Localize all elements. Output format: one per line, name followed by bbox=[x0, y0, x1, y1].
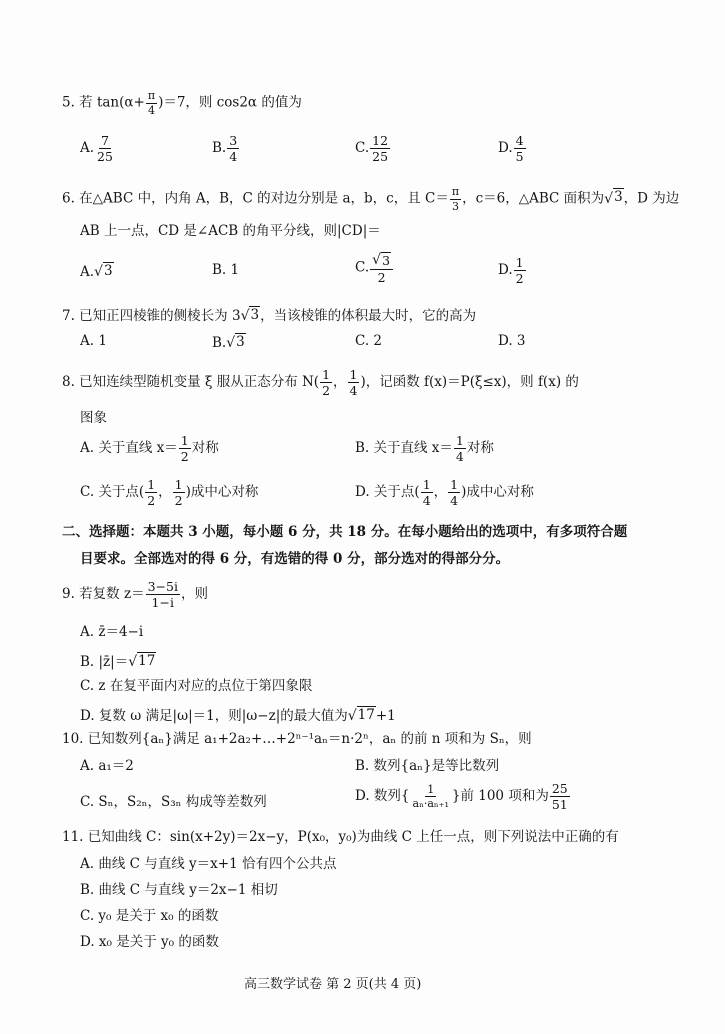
question-10-option-b: B. 数列{aₙ}是等比数列 bbox=[355, 758, 500, 774]
question-7-option-a: A. 1 bbox=[80, 333, 107, 349]
section-2-heading-line1: 二、选择题：本题共 3 小题，每小题 6 分，共 18 分。在每小题给出的选项中，有多项符合题 bbox=[62, 524, 628, 540]
fraction: $\frac{1}{2}$ bbox=[147, 477, 156, 509]
question-11-stem: 11. 已知曲线 C：sin(x+2y)＝2x−y，P(x₀，y₀)为曲线 C 上任一点，则下列说法中正确的有 bbox=[62, 829, 619, 845]
question-9-option-b: B. |z̄|＝ √ 17 bbox=[80, 653, 156, 671]
fraction: $\frac{7}{25}$ bbox=[97, 133, 113, 165]
fraction: $\frac{1}{4}$ bbox=[349, 367, 358, 399]
fraction: $\frac{1}{\text{aₙ·aₙ₊₁}}$ bbox=[412, 782, 449, 811]
fraction: $\frac{1}{2}$ bbox=[515, 255, 524, 287]
square-root: √ 3 bbox=[372, 252, 391, 269]
question-6-option-b: B. 1 bbox=[212, 262, 240, 278]
question-6-option-d: D. $\frac{1}{2}$ bbox=[498, 255, 524, 287]
question-6-option-a: A. √ 3 bbox=[80, 263, 113, 281]
question-11-option-d: D. x₀ 是关于 y₀ 的函数 bbox=[80, 934, 219, 950]
page-footer: 高三数学试卷 第 2 页(共 4 页) bbox=[244, 977, 422, 992]
question-10-option-a: A. a₁＝2 bbox=[80, 758, 134, 774]
question-8-option-b: B. 关于直线 x＝ $\frac{1}{4}$ 对称 bbox=[355, 433, 494, 465]
fraction: $\frac{25}{51}$ bbox=[551, 781, 568, 813]
question-5-stem: 5. 若 tan(α+ $\frac{\pi}{4}$ )＝7，则 cos2α 的值为 bbox=[62, 89, 302, 117]
question-7-option-d: D. 3 bbox=[498, 333, 526, 349]
fraction: $\frac{1}{2}$ bbox=[174, 477, 183, 509]
fraction: $\frac{\pi}{4}$ bbox=[147, 89, 156, 117]
question-7-option-b: B. √ 3 bbox=[212, 334, 245, 352]
fraction: $\frac{3-5i}{1-i}$ bbox=[147, 579, 178, 611]
question-9-option-d: D. 复数 ω 满足|ω|＝1，则|ω−z|的最大值为 √ 17 +1 bbox=[80, 707, 396, 725]
fraction: $\frac{1}{2}$ bbox=[322, 367, 331, 399]
question-6-stem: 6. 在△ABC 中，内角 A，B，C 的对边分别是 a，b，c，且 C＝ $\frac{\pi}{3}$ ，c＝6，△ABC 面积为 √ 3 ，D 为边 bbox=[62, 185, 680, 213]
fraction: $\frac{\pi}{3}$ bbox=[451, 185, 460, 213]
question-6-option-c: C. √ 3 2 bbox=[355, 252, 394, 284]
question-8-option-c: C. 关于点( $\frac{1}{2}$ ， $\frac{1}{2}$ )成中心对称 bbox=[80, 477, 259, 509]
square-root: √ 17 bbox=[347, 707, 375, 725]
question-8-stem-line2: 图象 bbox=[80, 410, 107, 426]
fraction: $\frac{1}{4}$ bbox=[455, 433, 464, 465]
fraction: $\frac{1}{4}$ bbox=[422, 477, 431, 509]
square-root: √ 3 bbox=[94, 263, 113, 281]
question-10-option-d: D. 数列{ $\frac{1}{\text{aₙ·aₙ₊₁}}$ }前 100 项和为 $\frac{25}{51}$ bbox=[355, 781, 568, 813]
question-7-option-c: C. 2 bbox=[355, 333, 383, 349]
question-11-option-b: B. 曲线 C 与直线 y＝2x−1 相切 bbox=[80, 882, 278, 898]
square-root: √ 3 bbox=[240, 307, 260, 325]
square-root: √ 3 bbox=[604, 189, 623, 207]
fraction: $\frac{1}{2}$ bbox=[180, 433, 189, 465]
question-8-option-d: D. 关于点( $\frac{1}{4}$ ， $\frac{1}{4}$ )成中心对称 bbox=[355, 477, 534, 509]
section-2-heading-line2: 目要求。全部选对的得 6 分，有选错的得 0 分，部分选对的得部分分。 bbox=[80, 551, 510, 567]
fraction: $\frac{1}{4}$ bbox=[450, 477, 459, 509]
question-5-option-d: D. $\frac{4}{5}$ bbox=[498, 133, 524, 165]
question-6-stem-line2: AB 上一点，CD 是∠ACB 的角平分线，则|CD|＝ bbox=[80, 223, 381, 239]
fraction: $\frac{4}{5}$ bbox=[515, 133, 524, 165]
question-10-option-c: C. Sₙ，S₂ₙ，S₃ₙ 构成等差数列 bbox=[80, 794, 267, 810]
question-9-stem: 9. 若复数 z＝ $\frac{3-5i}{1-i}$ ，则 bbox=[62, 579, 208, 611]
question-5-option-c: C. $\frac{12}{25}$ bbox=[355, 133, 389, 165]
question-10-stem: 10. 已知数列{aₙ}满足 a₁+2a₂+…+2ⁿ⁻¹aₙ＝n·2ⁿ，aₙ 的前 n 项和为 Sₙ，则 bbox=[62, 731, 532, 747]
question-5-option-b: B. $\frac{3}{4}$ bbox=[212, 133, 238, 165]
fraction: $\frac{12}{25}$ bbox=[372, 133, 389, 165]
question-7-stem: 7. 已知正四棱锥的侧棱长为 3 √ 3 ，当该棱锥的体积最大时，它的高为 bbox=[62, 307, 477, 325]
question-9-option-c: C. z 在复平面内对应的点位于第四象限 bbox=[80, 678, 313, 694]
question-11-option-c: C. y₀ 是关于 x₀ 的函数 bbox=[80, 908, 219, 924]
square-root: √ 17 bbox=[128, 653, 156, 671]
question-11-option-a: A. 曲线 C 与直线 y＝x+1 恰有四个公共点 bbox=[80, 856, 337, 872]
question-5-option-a: A. $\frac{7}{25}$ bbox=[80, 133, 113, 165]
fraction: $\frac{3}{4}$ bbox=[229, 133, 238, 165]
question-8-stem: 8. 已知连续型随机变量 ξ 服从正态分布 N( $\frac{1}{2}$ ， $\frac{1}{4}$ )，记函数 f(x)＝P(ξ≤x)，则 f(x) 的 bbox=[62, 367, 579, 399]
question-8-option-a: A. 关于直线 x＝ $\frac{1}{2}$ 对称 bbox=[80, 433, 219, 465]
question-9-option-a: A. z̄＝4−i bbox=[80, 624, 144, 640]
fraction: √ 3 2 bbox=[370, 252, 393, 284]
square-root: √ 3 bbox=[226, 334, 245, 352]
